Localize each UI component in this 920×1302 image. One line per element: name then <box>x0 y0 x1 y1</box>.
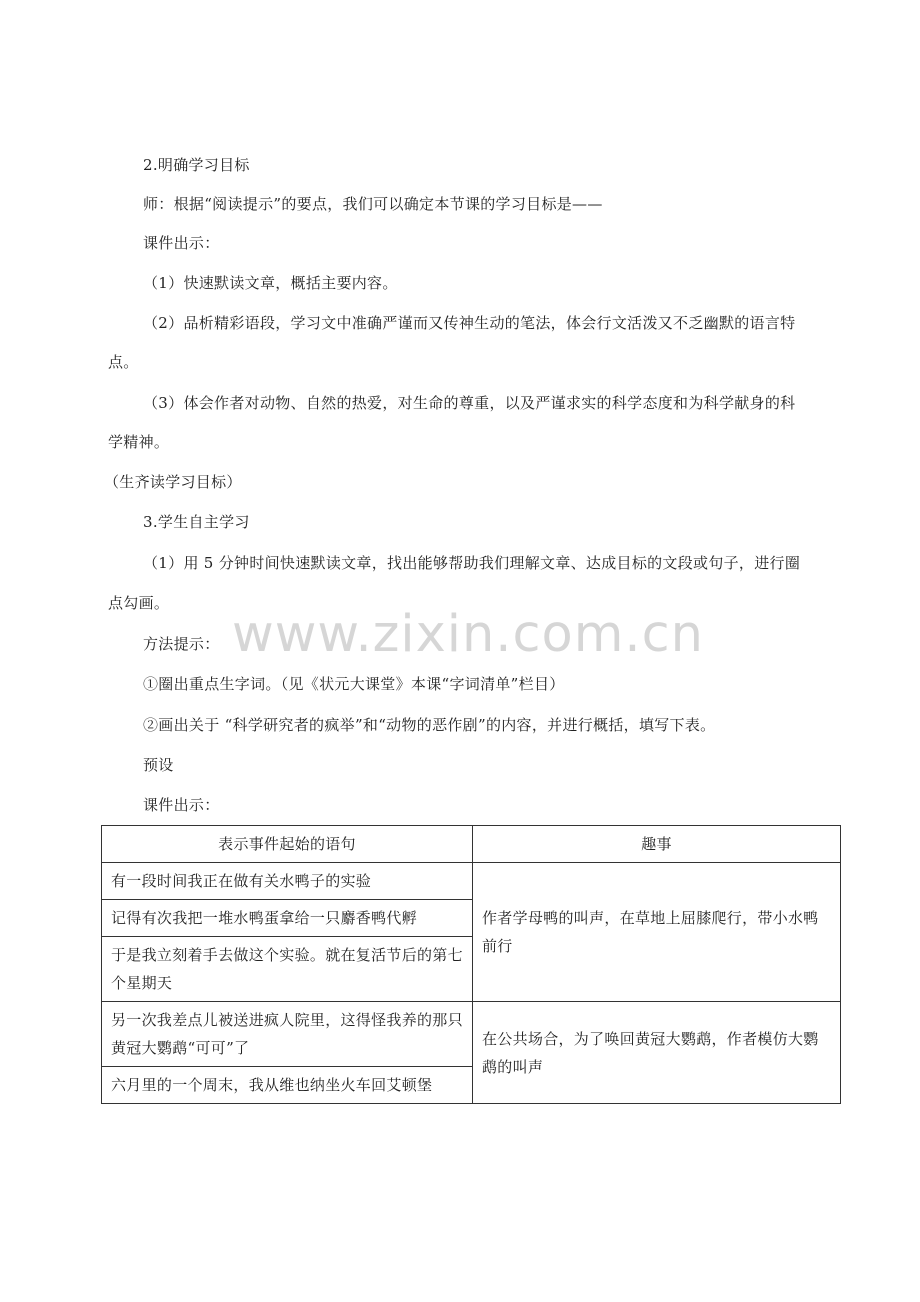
start-sentence-cell: 六月里的一个周末，我从维也纳坐火车回艾顿堡 <box>102 1067 473 1104</box>
section-heading-self-study: 3.学生自主学习 <box>143 513 250 531</box>
teacher-line: 师：根据“阅读提示”的要点，我们可以确定本节课的学习目标是—— <box>143 195 603 213</box>
courseware-label: 课件出示： <box>143 234 220 252</box>
table-row <box>102 1002 841 1067</box>
goal-1: （1）快速默读文章，概括主要内容。 <box>143 274 398 292</box>
goal-2-cont: 点。 <box>108 353 139 371</box>
header-fun-fact: 趣事 <box>473 826 841 863</box>
start-sentence-cell: 有一段时间我正在做有关水鸭子的实验 <box>102 863 473 900</box>
section-heading-goals: 2.明确学习目标 <box>143 156 250 174</box>
read-goals-note: （生齐读学习目标） <box>104 473 242 491</box>
start-sentence-cell: 记得有次我把一堆水鸭蛋拿给一只麝香鸭代孵 <box>102 900 473 937</box>
table-row <box>102 863 841 900</box>
goal-3-cont: 学精神。 <box>108 433 170 451</box>
fun-fact-cell: 在公共场合，为了唤回黄冠大鹦鹉，作者模仿大鹦鹉的叫声 <box>473 1002 841 1104</box>
goal-2: （2）品析精彩语段，学习文中准确严谨而又传神生动的笔法，体会行文活泼又不乏幽默的语言特 <box>143 314 796 332</box>
method-hint-label: 方法提示： <box>143 635 220 653</box>
method-2: ②画出关于 “科学研究者的疯举”和“动物的恶作剧”的内容，并进行概括，填写下表。 <box>143 716 716 734</box>
preset-label: 预设 <box>143 756 174 774</box>
start-sentence-cell: 于是我立刻着手去做这个实验。就在复活节后的第七个星期天 <box>102 937 473 1002</box>
fun-fact-cell: 作者学母鸭的叫声，在草地上屈膝爬行，带小水鸭前行 <box>473 863 841 1002</box>
courseware-label-2: 课件出示： <box>143 796 220 814</box>
header-start-sentence: 表示事件起始的语句 <box>102 826 473 863</box>
goal-3: （3）体会作者对动物、自然的热爱，对生命的尊重，以及严谨求实的科学态度和为科学献身的科 <box>143 394 796 412</box>
method-1: ①圈出重点生字词。（见《状元大课堂》本课“字词清单”栏目） <box>143 675 565 693</box>
table-header-row <box>102 826 841 863</box>
task-1: （1）用 5 分钟时间快速默读文章，找出能够帮助我们理解文章、达成目标的文段或句子，进行圈 <box>143 554 801 572</box>
start-sentence-cell: 另一次我差点儿被送进疯人院里，这得怪我养的那只黄冠大鹦鹉“可可”了 <box>102 1002 473 1067</box>
events-table <box>101 825 841 1104</box>
task-1-cont: 点勾画。 <box>108 594 170 612</box>
watermark: www.zixin.com.cn <box>232 605 704 664</box>
